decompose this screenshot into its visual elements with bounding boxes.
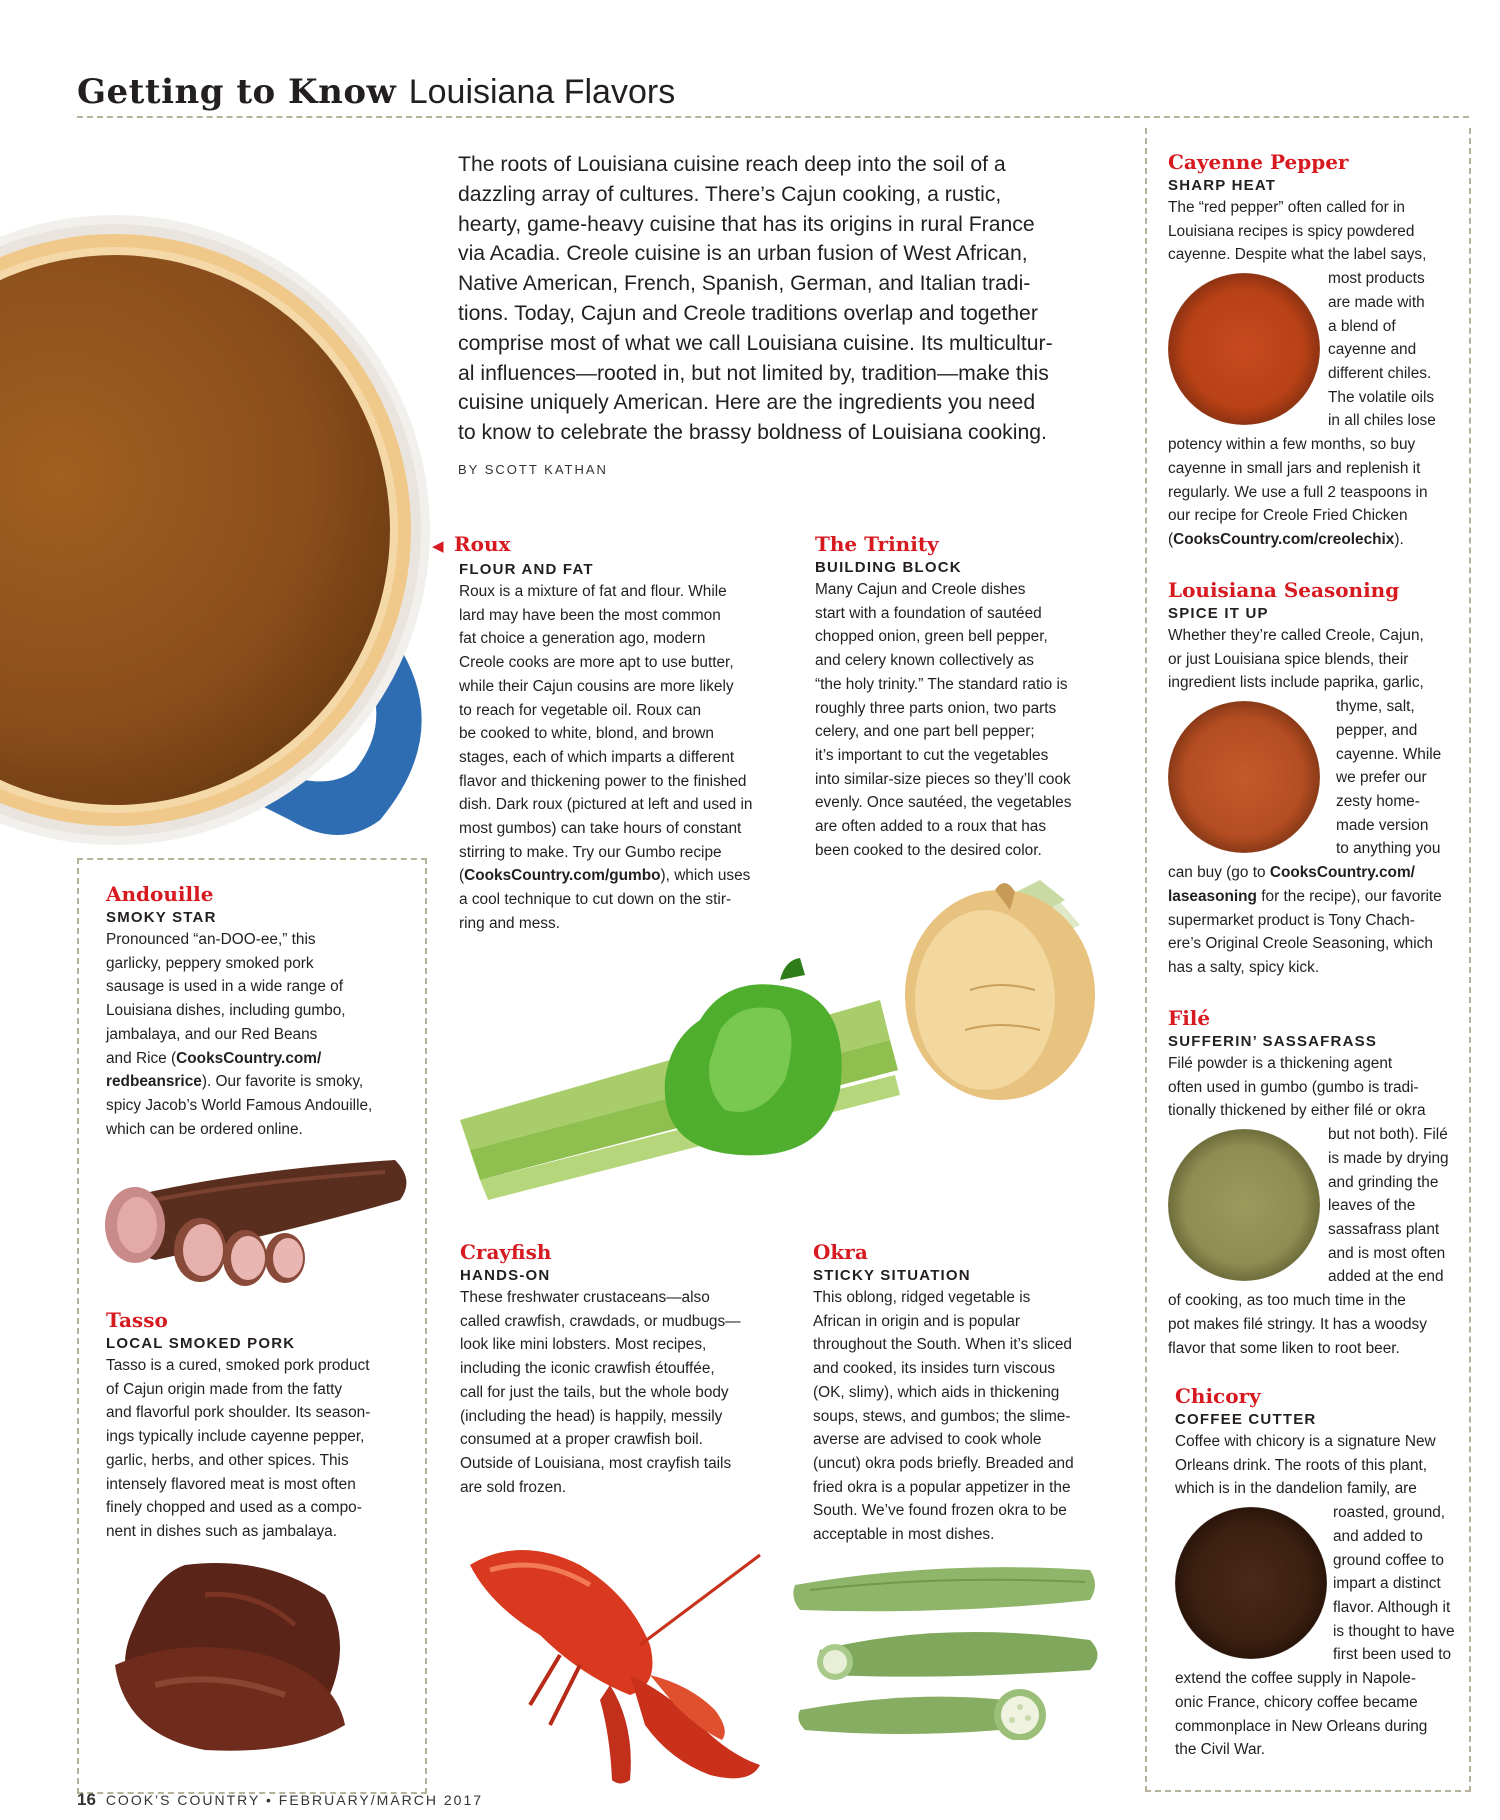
cayenne-line: The “red pepper” often called for in — [1168, 199, 1405, 216]
tasso-line: intensely flavored meat is most often — [106, 1475, 356, 1493]
page-header — [77, 72, 675, 112]
andouille-line: garlicky, peppery smoked pork — [106, 954, 314, 972]
trinity-section — [815, 532, 1135, 862]
tasso-line: and flavorful pork shoulder. Its season- — [106, 1404, 371, 1422]
andouille-section — [106, 882, 416, 1141]
issue-date: FEBRUARY/MARCH 2017 — [278, 1792, 484, 1808]
trinity-line: start with a foundation of sautéed — [815, 604, 1042, 622]
redbeans-link-part2[interactable]: redbeansrice — [106, 1073, 202, 1091]
seasoning-line: thyme, salt, — [1336, 698, 1415, 716]
file-line: and is most often — [1328, 1244, 1446, 1262]
header-title-bold: Getting to Know — [77, 72, 397, 112]
chicory-section — [1175, 1384, 1470, 1762]
tasso-line: finely chopped and used as a compo- — [106, 1499, 362, 1517]
intro-line: via Acadia. Creole cuisine is an urban fusion of West African, — [458, 242, 1028, 266]
chicory-line: impart a distinct — [1333, 1575, 1441, 1593]
roux-marker-icon: ◀ — [432, 537, 444, 555]
trinity-line: roughly three parts onion, two parts — [815, 699, 1057, 717]
intro-line: Native American, French, Spanish, German, and Italian tradi- — [458, 272, 1031, 296]
tasso-line: garlic, herbs, and other spices. This — [106, 1451, 349, 1469]
file-line: added at the end — [1328, 1268, 1444, 1286]
redbeans-link-part1[interactable]: CooksCountry.com/ — [176, 1049, 322, 1067]
andouille-line: which can be ordered online. — [106, 1120, 303, 1138]
intro-line: tions. Today, Cajun and Creole traditions overlap and together — [458, 301, 1038, 325]
andouille-title: Andouille — [106, 882, 214, 906]
seasoning-subtitle: SPICE IT UP — [1168, 605, 1269, 622]
cayenne-link-tail: ). — [1394, 530, 1404, 548]
seasoning-line: to anything you — [1336, 840, 1441, 858]
header-rule — [77, 116, 1469, 118]
crayfish-line: including the iconic crawfish étouffée, — [460, 1360, 715, 1378]
seasoning-line: zesty home- — [1336, 792, 1420, 810]
tasso-section — [106, 1308, 416, 1544]
seasoning-link-post: for the recipe), our favorite — [1256, 887, 1442, 905]
crayfish-line: consumed at a proper crawfish boil. — [460, 1431, 703, 1449]
seasoning-title: Louisiana Seasoning — [1168, 578, 1400, 602]
trinity-line: Many Cajun and Creole dishes — [815, 581, 1026, 598]
intro-line: comprise most of what we call Louisiana cuisine. Its multicultur- — [458, 331, 1053, 355]
seasoning-line: has a salty, spicy kick. — [1168, 958, 1320, 976]
andouille-link-line — [106, 1047, 416, 1071]
file-line: flavor that some liken to root beer. — [1168, 1339, 1400, 1357]
trinity-title: The Trinity — [815, 532, 939, 556]
tasso-subtitle: LOCAL SMOKED PORK — [106, 1335, 296, 1352]
andouille-line: Pronounced “an-DOO-ee,” this — [106, 931, 316, 948]
file-line: often used in gumbo (gumbo is tradi- — [1168, 1078, 1419, 1096]
laseasoning-link-part1[interactable]: CooksCountry.com/ — [1269, 864, 1415, 882]
crayfish-line: look like mini lobsters. Most recipes, — [460, 1336, 707, 1354]
okra-line: African in origin and is popular — [813, 1312, 1021, 1330]
seasoning-line: ingredient lists include paprika, garlic, — [1168, 674, 1424, 692]
file-line: leaves of the — [1328, 1197, 1416, 1215]
okra-title: Okra — [813, 1240, 868, 1264]
chicory-line: Orleans drink. The roots of this plant, — [1175, 1456, 1428, 1474]
file-line: Filé powder is a thickening agent — [1168, 1055, 1393, 1072]
seasoning-link-line — [1168, 861, 1468, 885]
file-subtitle: SUFFERIN’ SASSAFRASS — [1168, 1033, 1378, 1050]
okra-line: averse are advised to cook whole — [813, 1431, 1042, 1449]
intro-line: to know to celebrate the brassy boldness of Louisiana cooking. — [458, 421, 1047, 445]
tasso-title: Tasso — [106, 1308, 168, 1332]
seasoning-line: pepper, and — [1336, 721, 1418, 739]
roux-subtitle: FLOUR AND FAT — [459, 561, 594, 578]
seasoning-image — [1168, 701, 1320, 853]
seasoning-line: made version — [1336, 816, 1429, 834]
chicory-line: commonplace in New Orleans during — [1175, 1717, 1428, 1735]
okra-line: (uncut) okra pods briefly. Breaded and — [813, 1454, 1074, 1472]
file-line: pot makes filé stringy. It has a woodsy — [1168, 1315, 1427, 1333]
roux-line: most gumbos) can take hours of constant — [459, 820, 742, 838]
roux-pot-image — [0, 130, 440, 850]
roux-line: stirring to make. Try our Gumbo recipe — [459, 843, 722, 861]
andouille-line: Louisiana dishes, including gumbo, — [106, 1002, 346, 1020]
roux-line: ring and mess. — [459, 914, 560, 932]
cayenne-line: regularly. We use a full 2 teaspoons in — [1168, 483, 1428, 501]
trinity-line: “the holy trinity.” The standard ratio is — [815, 675, 1068, 693]
cayenne-link-line: (CooksCountry.com/creolechix). — [1168, 530, 1404, 548]
seasoning-link-line-2 — [1168, 885, 1468, 909]
cayenne-title: Cayenne Pepper — [1168, 150, 1349, 174]
chicory-subtitle: COFFEE CUTTER — [1175, 1411, 1317, 1428]
andouille-line: jambalaya, and our Red Beans — [106, 1025, 318, 1043]
trinity-line: into similar-size pieces so they’ll cook — [815, 770, 1071, 788]
chicory-line: extend the coffee supply in Napole- — [1175, 1670, 1416, 1688]
file-line: but not both). Filé — [1328, 1126, 1448, 1144]
chicory-line: ground coffee to — [1333, 1551, 1444, 1569]
tasso-line: Tasso is a cured, smoked pork product — [106, 1357, 370, 1374]
roux-line: while their Cajun cousins are more likely — [459, 677, 734, 695]
tasso-line: ings typically include cayenne pepper, — [106, 1428, 365, 1446]
page-number: 16 — [77, 1790, 96, 1809]
cayenne-line: a blend of — [1328, 317, 1396, 335]
okra-line: throughout the South. When it’s sliced — [813, 1336, 1072, 1354]
chicory-line: is thought to have — [1333, 1622, 1455, 1640]
crayfish-subtitle: HANDS-ON — [460, 1267, 551, 1284]
cayenne-subtitle: SHARP HEAT — [1168, 177, 1277, 194]
file-title: Filé — [1168, 1006, 1211, 1030]
file-image — [1168, 1129, 1320, 1281]
trinity-line: evenly. Once sautéed, the vegetables — [815, 794, 1072, 812]
trinity-line: are often added to a roux that has — [815, 818, 1047, 836]
byline: BY SCOTT KATHAN — [458, 461, 608, 477]
roux-title: Roux — [454, 532, 511, 556]
chicory-line: Coffee with chicory is a signature New — [1175, 1433, 1436, 1450]
okra-line: and cooked, its insides turn viscous — [813, 1360, 1056, 1378]
okra-line: This oblong, ridged vegetable is — [813, 1289, 1031, 1306]
intro-line: The roots of Louisiana cuisine reach deep into the soil of a — [458, 153, 1006, 176]
crayfish-image — [460, 1525, 780, 1795]
roux-line: dish. Dark roux (pictured at left and used in — [459, 796, 753, 814]
cayenne-line: most products — [1328, 270, 1425, 288]
chicory-image — [1175, 1507, 1327, 1659]
chicory-line: onic France, chicory coffee became — [1175, 1693, 1418, 1711]
trinity-subtitle: BUILDING BLOCK — [815, 559, 962, 576]
tasso-line: of Cajun origin made from the fatty — [106, 1380, 343, 1398]
roux-link-line: (CooksCountry.com/gumbo), which uses — [459, 867, 751, 885]
crayfish-line: are sold frozen. — [460, 1478, 567, 1496]
trinity-line: and celery known collectively as — [815, 652, 1034, 670]
intro-line: hearty, game-heavy cuisine that has its origins in rural France — [458, 212, 1035, 236]
cayenne-line: cayenne in small jars and replenish it — [1168, 459, 1421, 477]
creolechix-link[interactable]: CooksCountry.com/creolechix — [1173, 530, 1395, 548]
andouille-line: spicy Jacob’s World Famous Andouille, — [106, 1096, 373, 1114]
crayfish-line: (including the head) is happily, messily — [460, 1407, 723, 1425]
seasoning-line: supermarket product is Tony Chach- — [1168, 911, 1415, 929]
cayenne-image — [1168, 273, 1320, 425]
laseasoning-link-part2[interactable]: laseasoning — [1168, 887, 1257, 905]
andouille-line: sausage is used in a wide range of — [106, 978, 343, 996]
intro-line: dazzling array of cultures. There’s Cajun cooking, a rustic, — [458, 182, 1002, 206]
roux-line: flavor and thickening power to the finished — [459, 772, 747, 790]
roux-line: a cool technique to cut down on the stir- — [459, 891, 732, 909]
cayenne-line: Louisiana recipes is spicy powdered — [1168, 222, 1415, 240]
andouille-link-post: ). Our favorite is smoky, — [201, 1073, 364, 1091]
cayenne-line: our recipe for Creole Fried Chicken — [1168, 507, 1408, 525]
roux-line: to reach for vegetable oil. Roux can — [459, 701, 702, 719]
cayenne-line: different chiles. — [1328, 364, 1432, 382]
cayenne-line: The volatile oils — [1328, 388, 1435, 406]
seasoning-line: cayenne. While — [1336, 745, 1442, 763]
roux-line: stages, each of which imparts a different — [459, 748, 735, 766]
trinity-line: chopped onion, green bell pepper, — [815, 628, 1048, 646]
okra-line: South. We’ve found frozen okra to be — [813, 1502, 1067, 1520]
okra-section — [813, 1240, 1143, 1547]
trinity-line: celery, and one part bell pepper; — [815, 723, 1035, 741]
andouille-image — [95, 1140, 415, 1300]
gumbo-recipe-link[interactable]: CooksCountry.com/gumbo — [464, 867, 661, 885]
tasso-line: nent in dishes such as jambalaya. — [106, 1522, 337, 1540]
crayfish-line: Outside of Louisiana, most crayfish tails — [460, 1454, 732, 1472]
seasoning-link-pre: can buy (go to — [1168, 864, 1270, 882]
header-title-light: Louisiana Flavors — [408, 73, 676, 111]
okra-image — [790, 1560, 1110, 1740]
okra-line: fried okra is a popular appetizer in the — [813, 1478, 1071, 1496]
intro-line: al influences—rooted in, but not limited by, tradition—make this — [458, 361, 1049, 385]
chicory-line: and added to — [1333, 1527, 1423, 1545]
intro — [458, 150, 1118, 477]
trinity-vegetables-image — [440, 880, 1140, 1220]
crayfish-title: Crayfish — [460, 1240, 552, 1264]
chicory-line: flavor. Although it — [1333, 1598, 1451, 1616]
crayfish-section — [460, 1240, 800, 1499]
andouille-link-pre: and Rice ( — [106, 1049, 177, 1067]
seasoning-section — [1168, 578, 1468, 980]
okra-subtitle: STICKY SITUATION — [813, 1267, 971, 1284]
roux-link-tail: ), which uses — [660, 867, 751, 885]
andouille-subtitle: SMOKY STAR — [106, 909, 217, 926]
footer-bullet: • — [265, 1792, 273, 1808]
trinity-line: been cooked to the desired color. — [815, 841, 1042, 859]
crayfish-line: called crawfish, crawdads, or mudbugs— — [460, 1312, 741, 1330]
seasoning-line: ere’s Original Creole Seasoning, which — [1168, 935, 1433, 953]
chicory-line: which is in the dandelion family, are — [1175, 1480, 1417, 1498]
cayenne-section — [1168, 150, 1468, 552]
okra-line: soups, stews, and gumbos; the slime- — [813, 1407, 1071, 1425]
chicory-title: Chicory — [1175, 1384, 1261, 1408]
roux-line: be cooked to white, blond, and brown — [459, 725, 714, 743]
cayenne-line: in all chiles lose — [1328, 412, 1436, 430]
roux-line: Roux is a mixture of fat and flour. While — [459, 583, 727, 600]
chicory-line: first been used to — [1333, 1646, 1452, 1664]
crayfish-line: call for just the tails, but the whole body — [460, 1383, 729, 1401]
seasoning-line: Whether they’re called Creole, Cajun, — [1168, 627, 1424, 644]
trinity-line: it’s important to cut the vegetables — [815, 746, 1049, 764]
roux-section — [432, 532, 792, 936]
file-section — [1168, 1006, 1468, 1360]
intro-line: cuisine uniquely American. Here are the ingredients you need — [458, 391, 1036, 415]
okra-line: acceptable in most dishes. — [813, 1526, 995, 1544]
cayenne-line: potency within a few months, so buy — [1168, 436, 1416, 454]
andouille-link-line-2 — [106, 1070, 416, 1094]
roux-line: lard may have been the most common — [459, 606, 721, 624]
page-footer — [77, 1790, 483, 1810]
crayfish-line: These freshwater crustaceans—also — [460, 1289, 710, 1306]
roux-line: Creole cooks are more apt to use butter, — [459, 654, 734, 672]
okra-line: (OK, slimy), which aids in thickening — [813, 1383, 1060, 1401]
seasoning-line: or just Louisiana spice blends, their — [1168, 650, 1409, 668]
cayenne-line: are made with — [1328, 293, 1425, 311]
chicory-line: roasted, ground, — [1333, 1504, 1446, 1522]
file-line: and grinding the — [1328, 1173, 1439, 1191]
cayenne-line: cayenne and — [1328, 341, 1417, 359]
file-line: sassafrass plant — [1328, 1220, 1440, 1238]
magazine-name: COOK’S COUNTRY — [105, 1792, 261, 1808]
cayenne-line: cayenne. Despite what the label says, — [1168, 246, 1427, 264]
chicory-line: the Civil War. — [1175, 1741, 1266, 1759]
roux-line: fat choice a generation ago, modern — [459, 630, 706, 648]
file-line: of cooking, as too much time in the — [1168, 1292, 1406, 1310]
tasso-image — [95, 1555, 405, 1755]
file-line: is made by drying — [1328, 1149, 1449, 1167]
seasoning-line: we prefer our — [1336, 769, 1427, 787]
file-line: tionally thickened by either filé or okra — [1168, 1102, 1426, 1120]
